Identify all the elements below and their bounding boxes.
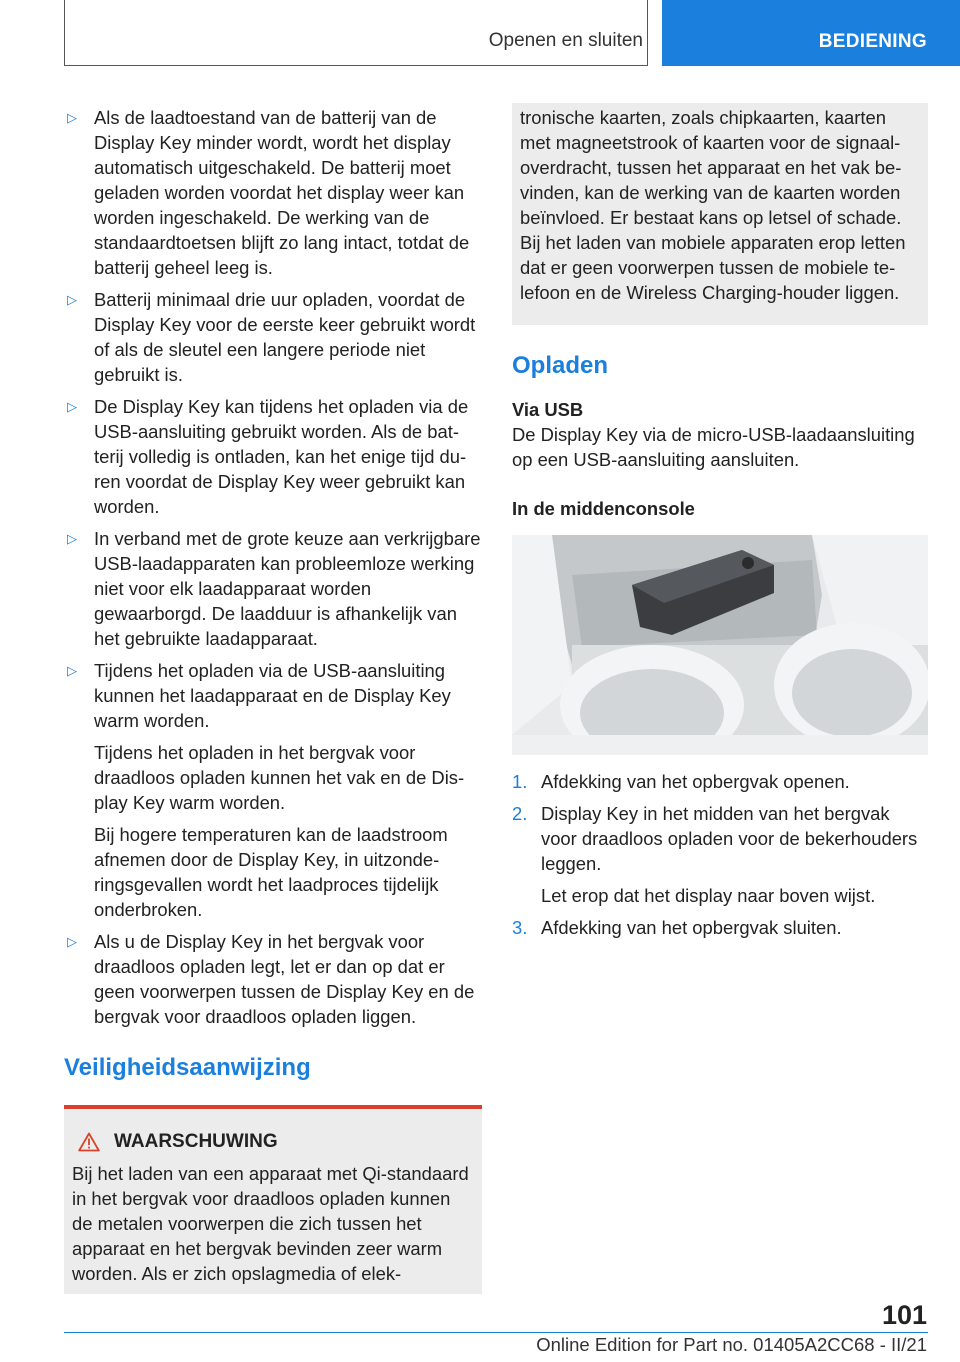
bullet-item: ▷ Batterij minimaal drie uur opladen, voordat de Display Key voor de eerste keer gebruikt wordt of als de sleutel een langere periode niet gebruikt is. <box>67 289 476 385</box>
header-section-box <box>64 0 648 66</box>
warning-triangle-icon <box>78 1132 100 1152</box>
usb-text: De Display Key via de micro-USB-laadaansluiting op een USB-aansluiting aansluiten. <box>512 424 915 470</box>
console-heading: In de middenconsole <box>512 498 695 519</box>
bullet-item: ▷ Tijdens het opladen via de USB-aansluiting kunnen het laadapparaat en de Display Key warm worden. Tijdens het opladen in het bergvak voor draadloos opladen kunnen het vak en de Display Key warm worden. Bij hogere temperaturen kan de laadstroom afnemen door de Display Key, in uitzonderingsgevallen wordt het laadproces tijdelijk onderbroken. <box>67 660 465 920</box>
step-item: 3. Afdekking van het opbergvak sluiten. <box>512 917 842 938</box>
bullet-item: ▷ In verband met de grote keuze aan verkrijgbare USB-laadapparaten kan probleemloze werking niet voor elk laadapparaat worden gewaarborgd. De laadduur is afhankelijk van het gebruikte laadapparaat. <box>67 528 481 649</box>
triangle-right-icon: ▷ <box>67 110 77 125</box>
triangle-right-icon: ▷ <box>67 399 77 414</box>
safety-heading: Veiligheidsaanwijzing <box>64 1054 311 1081</box>
triangle-right-icon: ▷ <box>67 934 77 949</box>
bullet-item: ▷ De Display Key kan tijdens het opladen via de USB-aansluiting gebruikt worden. Als de batterij volledig is ontladen, kan het enige tijd duren voordat de Display Key weer gebruikt kan worden. <box>67 396 469 517</box>
triangle-right-icon: ▷ <box>67 292 77 307</box>
step-item: 2. Display Key in het midden van het bergvak voor draadloos opladen voor de bekerhouders leggen. Let erop dat het display naar boven wijst. <box>512 803 918 906</box>
center-console-illustration <box>512 535 928 755</box>
left-column <box>64 105 482 1294</box>
header-chapter-box <box>662 0 960 66</box>
charging-heading: Opladen <box>512 352 609 379</box>
step-item: 1. Afdekking van het opbergvak openen. <box>512 771 850 792</box>
warning-title: WAARSCHUWING <box>114 1131 278 1152</box>
warning-text-continued: tronische kaarten, zoals chipkaarten, kaarten met magneetstrook of kaarten voor de signaaloverdracht, tussen het apparaat en het vak bevinden, kan de werking van de kaarten worden beïnvloed. Er bestaat kans op letsel of schade. Bij het laden van mobiele apparaten erop letten dat er geen voorwerpen tussen de mobiele telefoon en de Wireless Charging-houder liggen. <box>520 107 906 303</box>
warning-box-continued <box>512 103 928 325</box>
triangle-right-icon: ▷ <box>67 531 77 546</box>
chapter-title: BEDIENING <box>818 31 927 52</box>
warning-title-row <box>78 1129 474 1154</box>
bullet-item: ▷ Als u de Display Key in het bergvak voor draadloos opladen legt, let er dan op dat er geen voorwerpen tussen de Display Key en de bergvak voor draadloos opladen liggen. <box>67 931 475 1027</box>
footer-divider <box>64 1332 928 1333</box>
center-console-photo <box>512 535 928 755</box>
usb-heading: Via USB <box>512 399 584 420</box>
section-title: Openen en sluiten <box>488 30 643 51</box>
bullet-item: ▷ Als de laadtoestand van de batterij van de Display Key minder wordt, wordt het display automatisch uitgeschakeld. De batterij moet geladen worden voordat het display weer kan worden ingeschakeld. De werking van de standaardtoetsen blijft zo lang intact, totdat de batterij geheel leeg is. <box>67 107 470 278</box>
footer-edition: Online Edition for Part no. 01405A2CC68 - II/21 <box>536 1334 927 1355</box>
triangle-right-icon: ▷ <box>67 663 77 678</box>
right-column <box>512 103 928 947</box>
warning-text: Bij het laden van een apparaat met Qi-standaard in het bergvak voor draadloos opladen kunnen de metalen voorwerpen die zich tussen het apparaat en het bergvak bevinden zeer warm worden. Als er zich opslagmedia of elek- <box>72 1163 469 1284</box>
warning-box <box>64 1105 482 1294</box>
page-number: 101 <box>881 1300 927 1330</box>
